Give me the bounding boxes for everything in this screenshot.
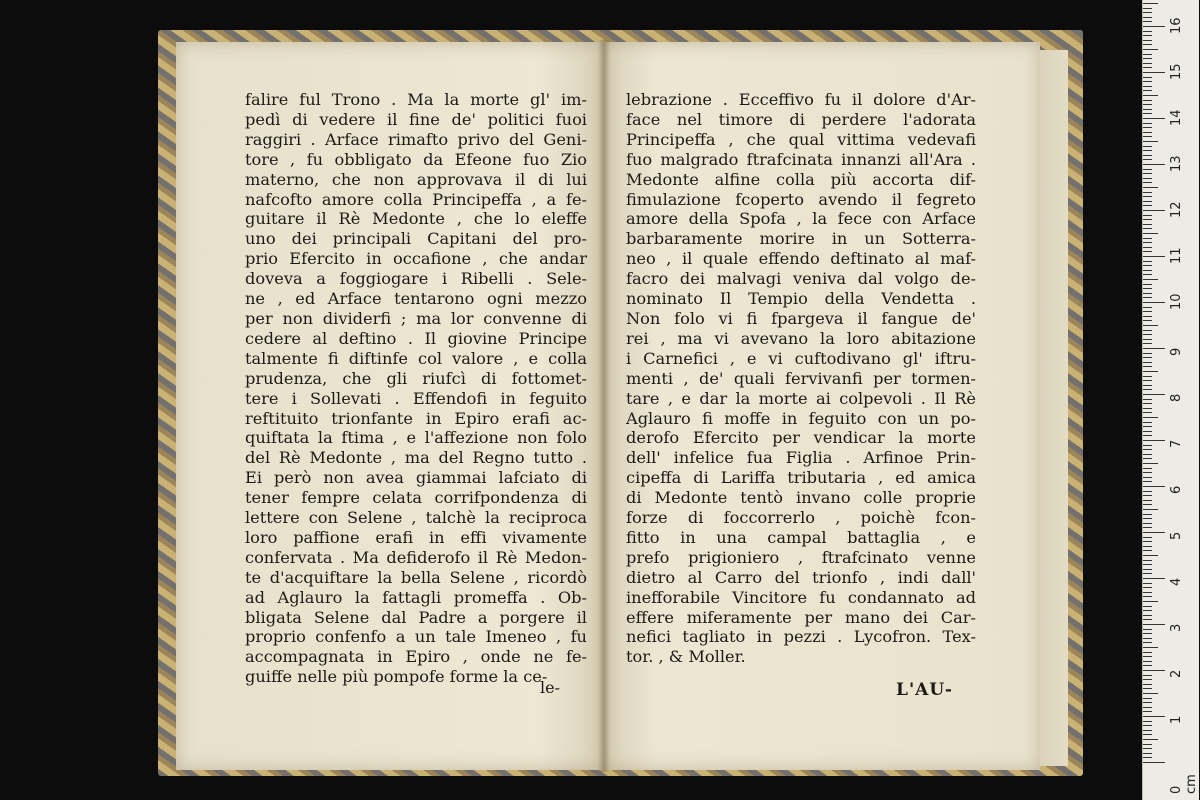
right-page-line: dietro al Carro del trionfo , indi dall' (626, 567, 976, 587)
ruler-tick (1143, 366, 1152, 367)
ruler-tick (1143, 311, 1152, 312)
ruler-tick (1143, 242, 1152, 243)
ruler-number: 15 (1169, 63, 1184, 80)
ruler-tick (1143, 435, 1152, 436)
ruler-tick (1143, 265, 1152, 266)
measurement-ruler (1142, 0, 1199, 800)
ruler-tick (1143, 357, 1152, 358)
left-page-text (245, 90, 587, 687)
right-page-line: lebrazione . Ecceffivo fu il dolore d'Ar- (626, 90, 976, 109)
ruler-tick (1143, 629, 1152, 630)
right-page-line: face nel timore di perdere l'adorata (626, 109, 976, 129)
ruler-tick (1143, 279, 1158, 280)
ruler-tick (1143, 109, 1152, 110)
ruler-tick (1143, 95, 1158, 96)
ruler-tick (1143, 688, 1152, 689)
ruler-tick (1143, 394, 1165, 395)
ruler-tick (1143, 500, 1152, 501)
left-page-line: raggiri . Arface rimafto privo del Geni- (245, 129, 587, 149)
ruler-tick (1143, 238, 1152, 239)
ruler-tick (1143, 104, 1152, 105)
ruler-tick (1143, 196, 1152, 197)
ruler-tick (1143, 587, 1152, 588)
left-page-line: quiftata la ftima , e l'affezione non folo (245, 428, 587, 448)
right-page-line: nominato Il Tempio della Vendetta . (626, 289, 976, 309)
ruler-tick (1143, 730, 1152, 731)
ruler-tick (1143, 35, 1152, 36)
ruler-tick (1143, 454, 1152, 455)
ruler-tick (1143, 757, 1152, 758)
ruler-tick (1143, 477, 1152, 478)
ruler-tick (1143, 486, 1165, 487)
right-page-line: fuo malgrado ftrafcinata innanzi all'Ara . (626, 149, 976, 169)
ruler-tick (1143, 297, 1152, 298)
ruler-tick (1143, 647, 1158, 648)
right-page-line: fitto in una campal battaglia , e (626, 527, 976, 547)
ruler-tick (1143, 555, 1158, 556)
ruler-tick (1143, 675, 1152, 676)
ruler-number: 13 (1169, 155, 1184, 172)
ruler-tick (1143, 21, 1152, 22)
ruler-number: 16 (1169, 17, 1184, 34)
ruler-tick (1143, 123, 1152, 124)
ruler-tick (1143, 638, 1152, 639)
left-page-line: ad Aglauro la fattagli promeffa . Ob- (245, 587, 587, 607)
ruler-tick (1143, 49, 1158, 50)
ruler-number: 1 (1169, 715, 1184, 724)
ruler-tick (1143, 169, 1152, 170)
left-page-line: tere i Sollevati . Effendofi in feguito (245, 388, 587, 408)
ruler-tick (1143, 468, 1152, 469)
ruler-tick (1143, 642, 1152, 643)
ruler-tick (1143, 205, 1152, 206)
ruler-tick (1143, 560, 1152, 561)
right-page-line: i Carnefici , e vi cuftodivano gl' iftru- (626, 348, 976, 368)
ruler-tick (1143, 734, 1152, 735)
ruler-tick (1143, 408, 1152, 409)
ruler-tick (1143, 146, 1152, 147)
ruler-tick (1143, 192, 1152, 193)
ruler-tick (1143, 201, 1152, 202)
ruler-tick (1143, 661, 1152, 662)
ruler-tick (1143, 445, 1152, 446)
ruler-tick (1143, 58, 1152, 59)
ruler-tick (1143, 449, 1152, 450)
left-page-line: tener fempre celata corrifpondenza di (245, 488, 587, 508)
ruler-tick (1143, 707, 1152, 708)
ruler-tick (1143, 596, 1152, 597)
ruler-tick (1143, 564, 1152, 565)
ruler-tick (1143, 164, 1165, 165)
ruler-tick (1143, 762, 1165, 763)
ruler-tick (1143, 514, 1152, 515)
ruler-tick (1143, 573, 1152, 574)
left-page-line: reftituito trionfante in Epiro erafi ac- (245, 408, 587, 428)
ruler-tick (1143, 67, 1152, 68)
ruler-number: 11 (1169, 247, 1184, 264)
left-page-line: materno, che non approvava il di lui (245, 169, 587, 189)
left-page-line: tore , fu obbligato da Efeone fuo Zio (245, 149, 587, 169)
left-page-line: accompagnata in Epiro , onde ne fe- (245, 647, 587, 667)
right-page-line: cipeffa di Lariffa tributaria , ed amica (626, 468, 976, 488)
left-page-line: talmente fi diftinfe col valore , e colla (245, 348, 587, 368)
left-page-line: Ei però non avea giammai lafciato di (245, 468, 587, 488)
right-page-line: effere miferamente per mano dei Car- (626, 607, 976, 627)
right-page-line: neo , il quale effendo deftinato al maf- (626, 249, 976, 269)
ruler-tick (1143, 518, 1152, 519)
ruler-tick (1143, 182, 1152, 183)
ruler-tick (1143, 753, 1152, 754)
ruler-tick (1143, 44, 1152, 45)
ruler-tick (1143, 362, 1152, 363)
ruler-tick (1143, 537, 1152, 538)
ruler-tick (1143, 12, 1152, 13)
ruler-tick (1143, 652, 1152, 653)
ruler-tick (1143, 63, 1152, 64)
right-page-line: prefo prigioniero , ftrafcinato venne (626, 547, 976, 567)
ruler-tick (1143, 343, 1152, 344)
ruler-tick (1143, 509, 1158, 510)
right-page-line: derofo Efercito per vendicar la morte (626, 428, 976, 448)
ruler-number: 2 (1169, 669, 1184, 678)
ruler-tick (1143, 684, 1152, 685)
right-page-line: dell' infelice fua Figlia . Arfinoe Prin- (626, 448, 976, 468)
ruler-tick (1143, 251, 1152, 252)
ruler-tick (1143, 284, 1152, 285)
left-page-line: prio Efercito in occafione , che andar (245, 249, 587, 269)
ruler-tick (1143, 463, 1158, 464)
ruler-tick (1143, 72, 1165, 73)
ruler-tick (1143, 159, 1152, 160)
right-page-line: nefici tagliato in pezzi . Lycofron. Tex- (626, 627, 976, 647)
ruler-tick (1143, 633, 1152, 634)
ruler-number: 14 (1169, 109, 1184, 126)
ruler-tick (1143, 320, 1152, 321)
left-page-line: pedì di vedere il fine de' politici fuoi (245, 109, 587, 129)
ruler-tick (1143, 256, 1165, 257)
ruler-tick (1143, 224, 1152, 225)
ruler-number: 9 (1169, 347, 1184, 356)
ruler-tick (1143, 569, 1152, 570)
ruler-tick (1143, 550, 1152, 551)
ruler-tick (1143, 458, 1152, 459)
ruler-tick (1143, 716, 1165, 717)
right-page-line: Principeffa , che qual vittima vedevafi (626, 129, 976, 149)
ruler-tick (1143, 744, 1152, 745)
ruler-tick (1143, 619, 1152, 620)
ruler-tick (1143, 403, 1152, 404)
ruler-tick (1143, 31, 1152, 32)
ruler-number: 5 (1169, 531, 1184, 540)
ruler-tick (1143, 523, 1152, 524)
ruler-number: 7 (1169, 439, 1184, 448)
left-page-line: uno dei principali Capitani del pro- (245, 229, 587, 249)
ruler-tick (1143, 711, 1152, 712)
right-page-line: Non folo vi fi fpargeva il fangue de' (626, 308, 976, 328)
ruler-tick (1143, 389, 1152, 390)
ruler-tick (1143, 532, 1165, 533)
ruler-number: 8 (1169, 393, 1184, 402)
ruler-tick (1143, 610, 1152, 611)
ruler-tick (1143, 307, 1152, 308)
right-page-line: tor. , & Moller. (626, 647, 746, 667)
ruler-tick (1143, 353, 1152, 354)
ruler-tick (1143, 670, 1165, 671)
ruler-tick (1143, 412, 1152, 413)
ruler-tick (1143, 431, 1152, 432)
left-page-line: te d'acquiftare la bella Selene , ricordò (245, 567, 587, 587)
ruler-tick (1143, 113, 1152, 114)
ruler-tick (1143, 293, 1152, 294)
ruler-tick (1143, 118, 1165, 119)
ruler-tick (1143, 472, 1152, 473)
ruler-tick (1143, 491, 1152, 492)
ruler-tick (1143, 288, 1152, 289)
ruler-tick (1143, 385, 1152, 386)
left-page-line: ne , ed Arface tentarono ogni mezzo (245, 289, 587, 309)
ruler-tick (1143, 739, 1158, 740)
ruler-tick (1143, 702, 1152, 703)
ruler-tick (1143, 173, 1152, 174)
ruler-tick (1143, 725, 1152, 726)
ruler-tick (1143, 150, 1152, 151)
left-page-line: guitare il Rè Medonte , che lo eleffe (245, 209, 587, 229)
ruler-tick (1143, 274, 1152, 275)
left-page-line: per non dividerfi ; ma lor convenne di (245, 308, 587, 328)
ruler-tick (1143, 54, 1152, 55)
ruler-tick (1143, 495, 1152, 496)
ruler-tick (1143, 679, 1152, 680)
ruler-number: 12 (1169, 201, 1184, 218)
ruler-tick (1143, 219, 1152, 220)
right-page-line: barbaramente morire in un Sotterra- (626, 229, 976, 249)
ruler-tick (1143, 334, 1152, 335)
ruler-tick (1143, 546, 1152, 547)
left-page-line: del Rè Medonte , ma del Regno tutto . (245, 448, 587, 468)
right-page-line: forze di foccorrerlo , poichè fcon- (626, 508, 976, 528)
left-page-line: prudenza, che gli riufcì di fottomet- (245, 368, 587, 388)
ruler-tick (1143, 210, 1165, 211)
right-page-line: facro dei malvagi veniva dal volgo de- (626, 269, 976, 289)
ruler-tick (1143, 426, 1152, 427)
left-page-line: nafcofto amore colla Principeffa , a fe- (245, 189, 587, 209)
left-catchword: le- (540, 678, 560, 697)
ruler-tick (1143, 399, 1152, 400)
right-page-text (626, 90, 976, 667)
ruler-tick (1143, 371, 1158, 372)
right-page-line: amore della Spofa , la fece con Arface (626, 209, 976, 229)
right-page-line: di Medonte tentò invano colle proprie (626, 488, 976, 508)
right-page-line: Medonte alfine colla più accorta dif- (626, 169, 976, 189)
ruler-tick (1143, 422, 1152, 423)
ruler-tick (1143, 77, 1152, 78)
ruler-tick (1143, 90, 1152, 91)
ruler-tick (1143, 583, 1152, 584)
ruler-tick (1143, 601, 1158, 602)
ruler-unit-label: 0 cm (1169, 774, 1199, 794)
left-page-line: bligata Selene dal Padre a porgere il (245, 607, 587, 627)
ruler-tick (1143, 127, 1152, 128)
ruler-tick (1143, 247, 1152, 248)
ruler-tick (1143, 17, 1152, 18)
ruler-tick (1143, 578, 1165, 579)
left-page-line: guiffe nelle più pompofe forme la ce- (245, 667, 548, 687)
right-page-line: Aglauro fi moffe in feguito con un po- (626, 408, 976, 428)
book-gutter (598, 40, 610, 772)
ruler-tick (1143, 178, 1152, 179)
ruler-tick (1143, 302, 1165, 303)
ruler-tick (1143, 721, 1152, 722)
left-page-line: proprio confenfo a un tale Imeneo , fu (245, 627, 587, 647)
right-catchword: L'AU- (896, 680, 953, 700)
ruler-tick (1143, 100, 1152, 101)
ruler-tick (1143, 187, 1158, 188)
ruler-tick (1143, 624, 1165, 625)
ruler-tick (1143, 3, 1158, 4)
ruler-tick (1143, 348, 1165, 349)
ruler-tick (1143, 440, 1165, 441)
ruler-tick (1143, 504, 1152, 505)
ruler-tick (1143, 339, 1152, 340)
ruler-tick (1143, 592, 1152, 593)
ruler-tick (1143, 316, 1152, 317)
left-page-line: lettere con Selene , talchè la reciproca (245, 508, 587, 528)
ruler-number: 3 (1169, 623, 1184, 632)
ruler-number: 10 (1169, 293, 1184, 310)
ruler-tick (1143, 26, 1165, 27)
ruler-tick (1143, 665, 1152, 666)
ruler-tick (1143, 155, 1152, 156)
ruler-number: 4 (1169, 577, 1184, 586)
ruler-tick (1143, 215, 1152, 216)
ruler-tick (1143, 376, 1152, 377)
ruler-tick (1143, 132, 1152, 133)
ruler-tick (1143, 481, 1152, 482)
ruler-tick (1143, 325, 1158, 326)
ruler-tick (1143, 748, 1152, 749)
left-page-line: loro paffione erafi in effi vivamente (245, 527, 587, 547)
left-page-line: confervata . Ma defiderofo il Rè Medon- (245, 547, 587, 567)
ruler-tick (1143, 606, 1152, 607)
right-page-line: tare , e dar la morte ai colpevoli . Il Rè (626, 388, 976, 408)
ruler-tick (1143, 136, 1152, 137)
ruler-tick (1143, 233, 1158, 234)
ruler-tick (1143, 228, 1152, 229)
ruler-tick (1143, 527, 1152, 528)
right-page-line: fimulazione fcoperto avendo il fegreto (626, 189, 976, 209)
ruler-tick (1143, 380, 1152, 381)
left-page-line: cedere al deftino . Il giovine Principe (245, 328, 587, 348)
left-page-line: doveva a foggiogare i Ribelli . Sele- (245, 269, 587, 289)
ruler-tick (1143, 698, 1152, 699)
right-page-line: inefforabile Vincitore fu condannato ad (626, 587, 976, 607)
left-page-line: falire ful Trono . Ma la morte gl' im- (245, 90, 587, 109)
right-page-line: menti , de' quali fervivanfi per tormen- (626, 368, 976, 388)
ruler-tick (1143, 615, 1152, 616)
ruler-tick (1143, 656, 1152, 657)
ruler-tick (1143, 261, 1152, 262)
ruler-number: 6 (1169, 485, 1184, 494)
ruler-tick (1143, 8, 1152, 9)
ruler-tick (1143, 330, 1152, 331)
ruler-tick (1143, 417, 1158, 418)
ruler-tick (1143, 270, 1152, 271)
ruler-tick (1143, 40, 1152, 41)
ruler-tick (1143, 541, 1152, 542)
ruler-tick (1143, 693, 1158, 694)
ruler-tick (1143, 141, 1158, 142)
ruler-tick (1143, 86, 1152, 87)
ruler-tick (1143, 81, 1152, 82)
right-page-line: rei , ma vi avevano la loro abitazione (626, 328, 976, 348)
